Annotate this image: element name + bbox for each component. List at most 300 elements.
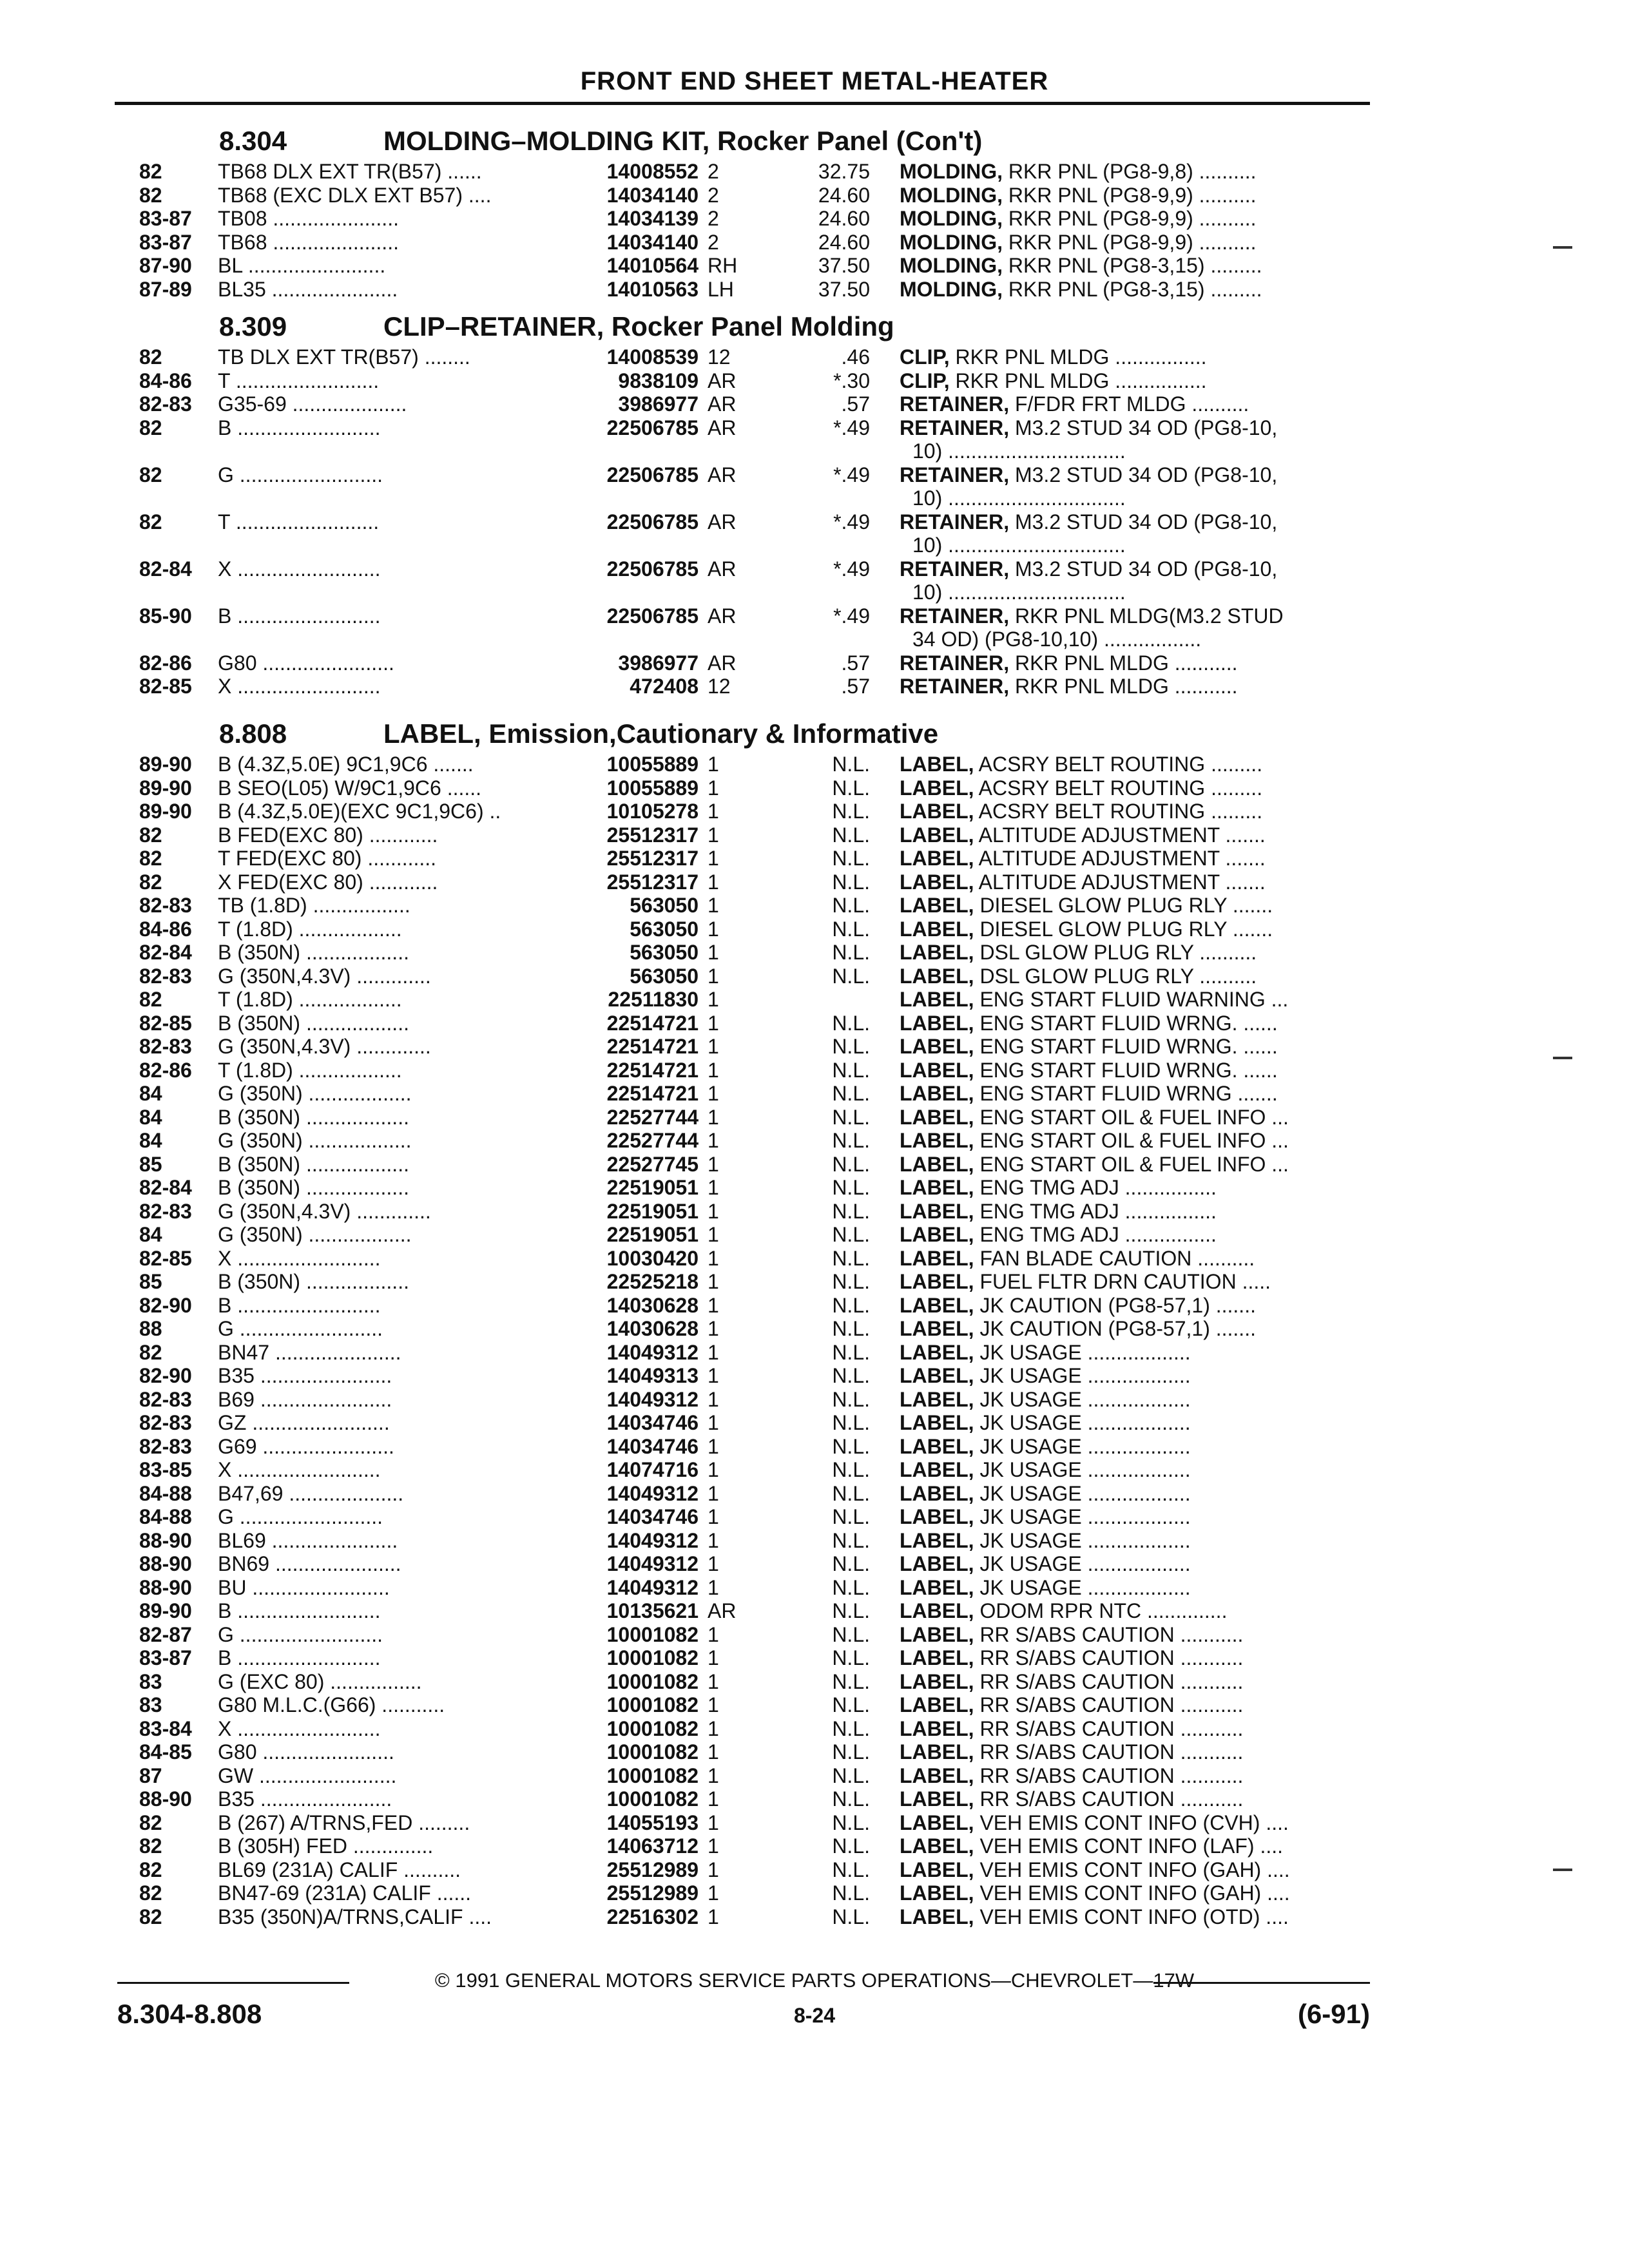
description [900,1059,1370,1082]
price: 24.60 [818,207,870,230]
quantity: 1 [708,1011,719,1035]
model-code: TB (1.8D) ................. [218,894,410,917]
model-year: 82-84 [139,1176,192,1199]
model-code: B SEO(L05) W/9C1,9C6 ...... [218,776,482,800]
description-detail: VEH EMIS CONT INFO (GAH) .... [979,1858,1290,1881]
part-row [0,1905,1629,1929]
description-name: LABEL, [900,1270,974,1293]
part-row [0,941,1629,965]
description-name: LABEL, [900,1669,974,1693]
quantity: 1 [708,1270,719,1293]
description [900,1223,1370,1246]
part-number: 22519051 [606,1199,699,1223]
part-row [0,1129,1629,1153]
model-code: X ......................... [218,675,381,698]
model-code: G (350N) .................. [218,1129,412,1152]
description-name: LABEL, [900,1411,974,1434]
quantity: 1 [708,1528,719,1552]
description-name: LABEL, [900,870,974,894]
model-code: G (350N) .................. [218,1223,412,1246]
part-number: 563050 [630,917,699,941]
model-year: 82 [139,1811,162,1834]
model-year: 82-83 [139,1199,192,1223]
part-row [0,1153,1629,1177]
part-number: 14008552 [606,160,699,183]
part-number: 14055193 [606,1811,699,1834]
model-code: BN47-69 (231A) CALIF ...... [218,1881,472,1905]
model-year: 83-87 [139,1646,192,1669]
quantity: 12 [708,345,731,369]
quantity: 1 [708,1763,719,1787]
part-row [0,345,1629,369]
model-year: 88-90 [139,1575,192,1599]
part-number: 10055889 [606,753,699,776]
model-year: 82 [139,1834,162,1858]
description-name: RETAINER, [900,604,1010,628]
description-name: LABEL, [900,1199,974,1223]
description-continuation: 10) ............................... [912,486,1126,510]
model-code: B (4.3Z,5.0E)(EXC 9C1,9C6) .. [218,800,501,823]
part-row [0,847,1629,870]
price: N.L. [832,1528,870,1552]
description-detail: VEH EMIS CONT INFO (GAH) .... [979,1881,1290,1905]
quantity: 12 [708,675,731,698]
model-year: 82-83 [139,1035,192,1058]
part-number: 563050 [630,894,699,917]
description [900,1200,1370,1223]
part-number: 22506785 [606,463,699,486]
part-number: 10001082 [606,1669,699,1693]
part-row [0,1388,1629,1412]
quantity: AR [708,416,737,439]
model-code: B (350N) .................. [218,1270,409,1293]
model-code: G80 ....................... [218,1740,394,1763]
model-code: BL69 ...................... [218,1528,398,1552]
price: N.L. [832,917,870,941]
description [900,369,1370,392]
model-code: X ......................... [218,1716,381,1740]
part-row [0,894,1629,918]
description [900,1529,1370,1552]
parts-list [0,753,1629,1928]
model-code: BL ........................ [218,254,386,277]
price: 37.50 [818,277,870,301]
description-detail: ENG START FLUID WRNG ....... [979,1082,1278,1105]
description-detail: M3.2 STUD 34 OD (PG8-10, [1014,557,1278,581]
part-number: 9838109 [618,369,699,392]
model-year: 89-90 [139,1599,192,1622]
price: N.L. [832,1669,870,1693]
part-number: 10001082 [606,1716,699,1740]
price: *.49 [833,604,870,628]
page-header: FRONT END SHEET METAL-HEATER [580,67,1049,95]
model-year: 88-90 [139,1787,192,1811]
model-year: 82-83 [139,964,192,988]
part-row [0,800,1629,823]
model-code: T (1.8D) .................. [218,1058,402,1082]
description-detail: ODOM RPR NTC .............. [979,1599,1228,1622]
price: *.30 [833,369,870,392]
quantity: 1 [708,1693,719,1716]
price: N.L. [832,1858,870,1881]
description [900,1129,1370,1152]
quantity: 1 [708,1058,719,1082]
quantity: 1 [708,847,719,870]
description-name: LABEL, [900,800,974,823]
model-code: G (350N) .................. [218,1082,412,1105]
description [900,988,1370,1011]
description [900,1435,1370,1458]
description-detail: JK USAGE .................. [979,1434,1191,1458]
description [900,800,1370,823]
price: *.49 [833,416,870,439]
model-code: B ......................... [218,416,381,439]
description-detail: VEH EMIS CONT INFO (CVH) .... [979,1811,1289,1834]
description-name: LABEL, [900,1716,974,1740]
model-year: 87-89 [139,277,192,301]
part-row [0,1811,1629,1835]
quantity: 1 [708,1505,719,1528]
model-year: 82-86 [139,1058,192,1082]
model-year: 82-83 [139,1387,192,1411]
model-year: 84-86 [139,917,192,941]
model-year: 82 [139,160,162,183]
description [900,1764,1370,1787]
quantity: AR [708,369,737,392]
quantity: 1 [708,1387,719,1411]
description-name: LABEL, [900,1387,974,1411]
quantity: 1 [708,1293,719,1317]
quantity: 1 [708,870,719,894]
price: N.L. [832,1881,870,1905]
part-row [0,1200,1629,1224]
part-number: 563050 [630,964,699,988]
part-row [0,1317,1629,1341]
model-code: T ......................... [218,369,380,392]
description-detail: ALTITUDE ADJUSTMENT ....... [978,870,1266,894]
description [900,1388,1370,1411]
price: N.L. [832,823,870,847]
revision-date: (6-91) [1297,1999,1370,2029]
model-code: T FED(EXC 80) ............ [218,847,437,870]
description-name: RETAINER, [900,675,1010,698]
part-number: 10001082 [606,1622,699,1646]
part-number: 25512989 [606,1858,699,1881]
part-number: 14034140 [606,183,699,207]
price: N.L. [832,1364,870,1387]
description-detail: DSL GLOW PLUG RLY .......... [979,964,1257,988]
description [900,1811,1370,1834]
price: .57 [841,392,870,416]
model-code: B ......................... [218,1599,381,1622]
part-row [0,1858,1629,1882]
model-code: BL35 ...................... [218,277,398,301]
quantity: 1 [708,1152,719,1176]
description [900,1153,1370,1176]
part-row [0,1247,1629,1271]
price: N.L. [832,753,870,776]
part-row [0,1623,1629,1647]
quantity: 1 [708,823,719,847]
model-code: G (350N,4.3V) ............. [218,1035,431,1058]
description [900,1317,1370,1340]
part-row [0,1364,1629,1388]
quantity: 1 [708,1481,719,1505]
part-row [0,1411,1629,1435]
description [900,1176,1370,1199]
part-number: 22516302 [606,1905,699,1928]
description-detail: RKR PNL MLDG ................ [955,345,1207,369]
description [900,1646,1370,1669]
description-name: LABEL, [900,894,974,917]
part-number: 3986977 [618,651,699,675]
description [900,184,1370,207]
model-year: 89-90 [139,776,192,800]
model-year: 82-83 [139,1434,192,1458]
description-detail: JK USAGE .................. [979,1340,1191,1364]
description [900,1740,1370,1763]
price: N.L. [832,1176,870,1199]
part-row [0,918,1629,941]
price: N.L. [832,1152,870,1176]
part-row [0,1458,1629,1482]
description [900,1787,1370,1811]
model-code: BN47 ...................... [218,1340,401,1364]
description-name: LABEL, [900,964,974,988]
price: N.L. [832,1246,870,1270]
description-detail: RR S/ABS CAUTION ........... [979,1740,1244,1763]
price: 37.50 [818,254,870,277]
description-name: LABEL, [900,1105,974,1129]
part-row [0,1176,1629,1200]
description-name: LABEL, [900,1340,974,1364]
description [900,1106,1370,1129]
quantity: 1 [708,1811,719,1834]
part-number: 14030628 [606,1317,699,1340]
price: N.L. [832,1552,870,1575]
part-number: 22519051 [606,1223,699,1246]
section-heading [219,308,894,345]
description-name: LABEL, [900,1176,974,1199]
description [900,823,1370,847]
part-row [0,604,1629,651]
model-code: B (4.3Z,5.0E) 9C1,9C6 ....... [218,753,474,776]
part-number: 14049312 [606,1387,699,1411]
part-number: 14034746 [606,1434,699,1458]
quantity: AR [708,557,737,581]
description [900,416,1370,463]
model-year: 82 [139,463,162,486]
description-detail: M3.2 STUD 34 OD (PG8-10, [1014,463,1278,486]
description [900,918,1370,941]
quantity: 1 [708,1129,719,1152]
part-row [0,510,1629,557]
description-name: LABEL, [900,1646,974,1669]
model-year: 82 [139,870,162,894]
model-code: B (350N) .................. [218,1011,409,1035]
price: N.L. [832,1622,870,1646]
description-name: LABEL, [900,1834,974,1858]
description [900,753,1370,776]
price: N.L. [832,1105,870,1129]
description-name: RETAINER, [900,416,1010,439]
model-code: BL69 (231A) CALIF .......... [218,1858,461,1881]
model-year: 82-84 [139,557,192,581]
description-detail: JK USAGE .................. [979,1364,1191,1387]
part-number: 22514721 [606,1082,699,1105]
description [900,160,1370,183]
description-name: LABEL, [900,1858,974,1881]
model-year: 84 [139,1105,162,1129]
model-year: 87 [139,1763,162,1787]
description-detail: ENG TMG ADJ ................ [979,1223,1217,1246]
part-number: 22514721 [606,1058,699,1082]
model-year: 85-90 [139,604,192,628]
description [900,776,1370,800]
part-number: 14063712 [606,1834,699,1858]
part-number: 14010564 [606,254,699,277]
description-detail: RR S/ABS CAUTION ........... [979,1646,1244,1669]
model-code: B35 ....................... [218,1364,392,1387]
model-year: 84-86 [139,369,192,392]
description-name: LABEL, [900,1246,974,1270]
model-year: 84 [139,1082,162,1105]
description-name: RETAINER, [900,651,1010,675]
part-number: 472408 [630,675,699,698]
price: N.L. [832,894,870,917]
description-name: LABEL, [900,1481,974,1505]
part-number: 22506785 [606,604,699,628]
part-number: 25512317 [606,823,699,847]
description-detail: ENG START OIL & FUEL INFO ... [979,1129,1289,1152]
quantity: 1 [708,800,719,823]
description-detail: M3.2 STUD 34 OD (PG8-10, [1014,510,1278,533]
description-detail: ENG START FLUID WRNG. ...... [979,1011,1278,1035]
price: .46 [841,345,870,369]
part-number: 10135621 [606,1599,699,1622]
description-name: RETAINER, [900,392,1010,416]
price: *.49 [833,510,870,533]
price: N.L. [832,847,870,870]
description-detail: RR S/ABS CAUTION ........... [979,1669,1244,1693]
model-year: 82-85 [139,675,192,698]
model-code: BN69 ...................... [218,1552,401,1575]
description-continuation: 10) ............................... [912,580,1126,604]
part-number: 14049312 [606,1575,699,1599]
description-detail: JK USAGE .................. [979,1552,1191,1575]
price: *.49 [833,463,870,486]
part-row [0,651,1629,675]
description [900,1411,1370,1434]
part-number: 563050 [630,941,699,964]
description-detail: DIESEL GLOW PLUG RLY ....... [979,917,1273,941]
price: N.L. [832,870,870,894]
model-year: 82 [139,988,162,1011]
description-detail: RKR PNL (PG8-9,8) .......... [1008,160,1257,183]
part-row [0,1059,1629,1082]
quantity: 1 [708,1035,719,1058]
description [900,1670,1370,1693]
description-name: MOLDING, [900,183,1003,207]
quantity: 1 [708,1176,719,1199]
part-number: 10001082 [606,1787,699,1811]
part-row [0,753,1629,776]
part-row [0,1341,1629,1365]
description-detail: FUEL FLTR DRN CAUTION ..... [979,1270,1271,1293]
model-year: 88-90 [139,1528,192,1552]
section-title: MOLDING–MOLDING KIT, Rocker Panel (Con't) [383,126,983,156]
quantity: 1 [708,1458,719,1481]
description-detail: RR S/ABS CAUTION ........... [979,1693,1244,1716]
description [900,1717,1370,1740]
description [900,1458,1370,1481]
quantity: 1 [708,1716,719,1740]
part-row [0,1670,1629,1694]
description-name: LABEL, [900,1905,974,1928]
price: N.L. [832,1811,870,1834]
part-number: 14034746 [606,1411,699,1434]
description [900,1247,1370,1270]
quantity: 1 [708,1364,719,1387]
price: *.49 [833,557,870,581]
margin-mark [1553,246,1572,249]
model-year: 88 [139,1317,162,1340]
parts-list [0,345,1629,698]
description-detail: JK USAGE .................. [979,1458,1191,1481]
description-name: MOLDING, [900,254,1003,277]
part-row [0,1270,1629,1294]
description [900,1552,1370,1575]
description-detail: JK USAGE .................. [979,1528,1191,1552]
description [900,870,1370,894]
price: N.L. [832,941,870,964]
price: N.L. [832,1129,870,1152]
part-number: 14049312 [606,1552,699,1575]
part-number: 22527745 [606,1152,699,1176]
model-year: 83-84 [139,1716,192,1740]
description-detail: ENG START OIL & FUEL INFO ... [979,1152,1289,1176]
model-year: 82-83 [139,894,192,917]
description-detail: JK USAGE .................. [979,1411,1191,1434]
price: 24.60 [818,183,870,207]
price: N.L. [832,964,870,988]
description [900,1693,1370,1716]
part-row [0,1294,1629,1318]
description-name: LABEL, [900,1082,974,1105]
model-year: 82-85 [139,1246,192,1270]
description-detail: RKR PNL (PG8-9,9) .......... [1008,230,1257,254]
part-number: 22527744 [606,1105,699,1129]
quantity: 1 [708,1340,719,1364]
model-code: G (350N,4.3V) ............. [218,1199,431,1223]
description [900,1035,1370,1058]
description-name: LABEL, [900,1058,974,1082]
description [900,894,1370,917]
model-year: 83-85 [139,1458,192,1481]
model-code: B (350N) .................. [218,1152,409,1176]
description-name: LABEL, [900,1528,974,1552]
description-detail: ACSRY BELT ROUTING ......... [978,776,1263,800]
price: N.L. [832,1317,870,1340]
part-row [0,1035,1629,1059]
model-year: 82 [139,847,162,870]
description-detail: FAN BLADE CAUTION .......... [979,1246,1255,1270]
margin-mark [1553,1869,1572,1871]
quantity: AR [708,392,737,416]
part-row [0,1764,1629,1788]
model-year: 84-88 [139,1505,192,1528]
price: N.L. [832,1223,870,1246]
